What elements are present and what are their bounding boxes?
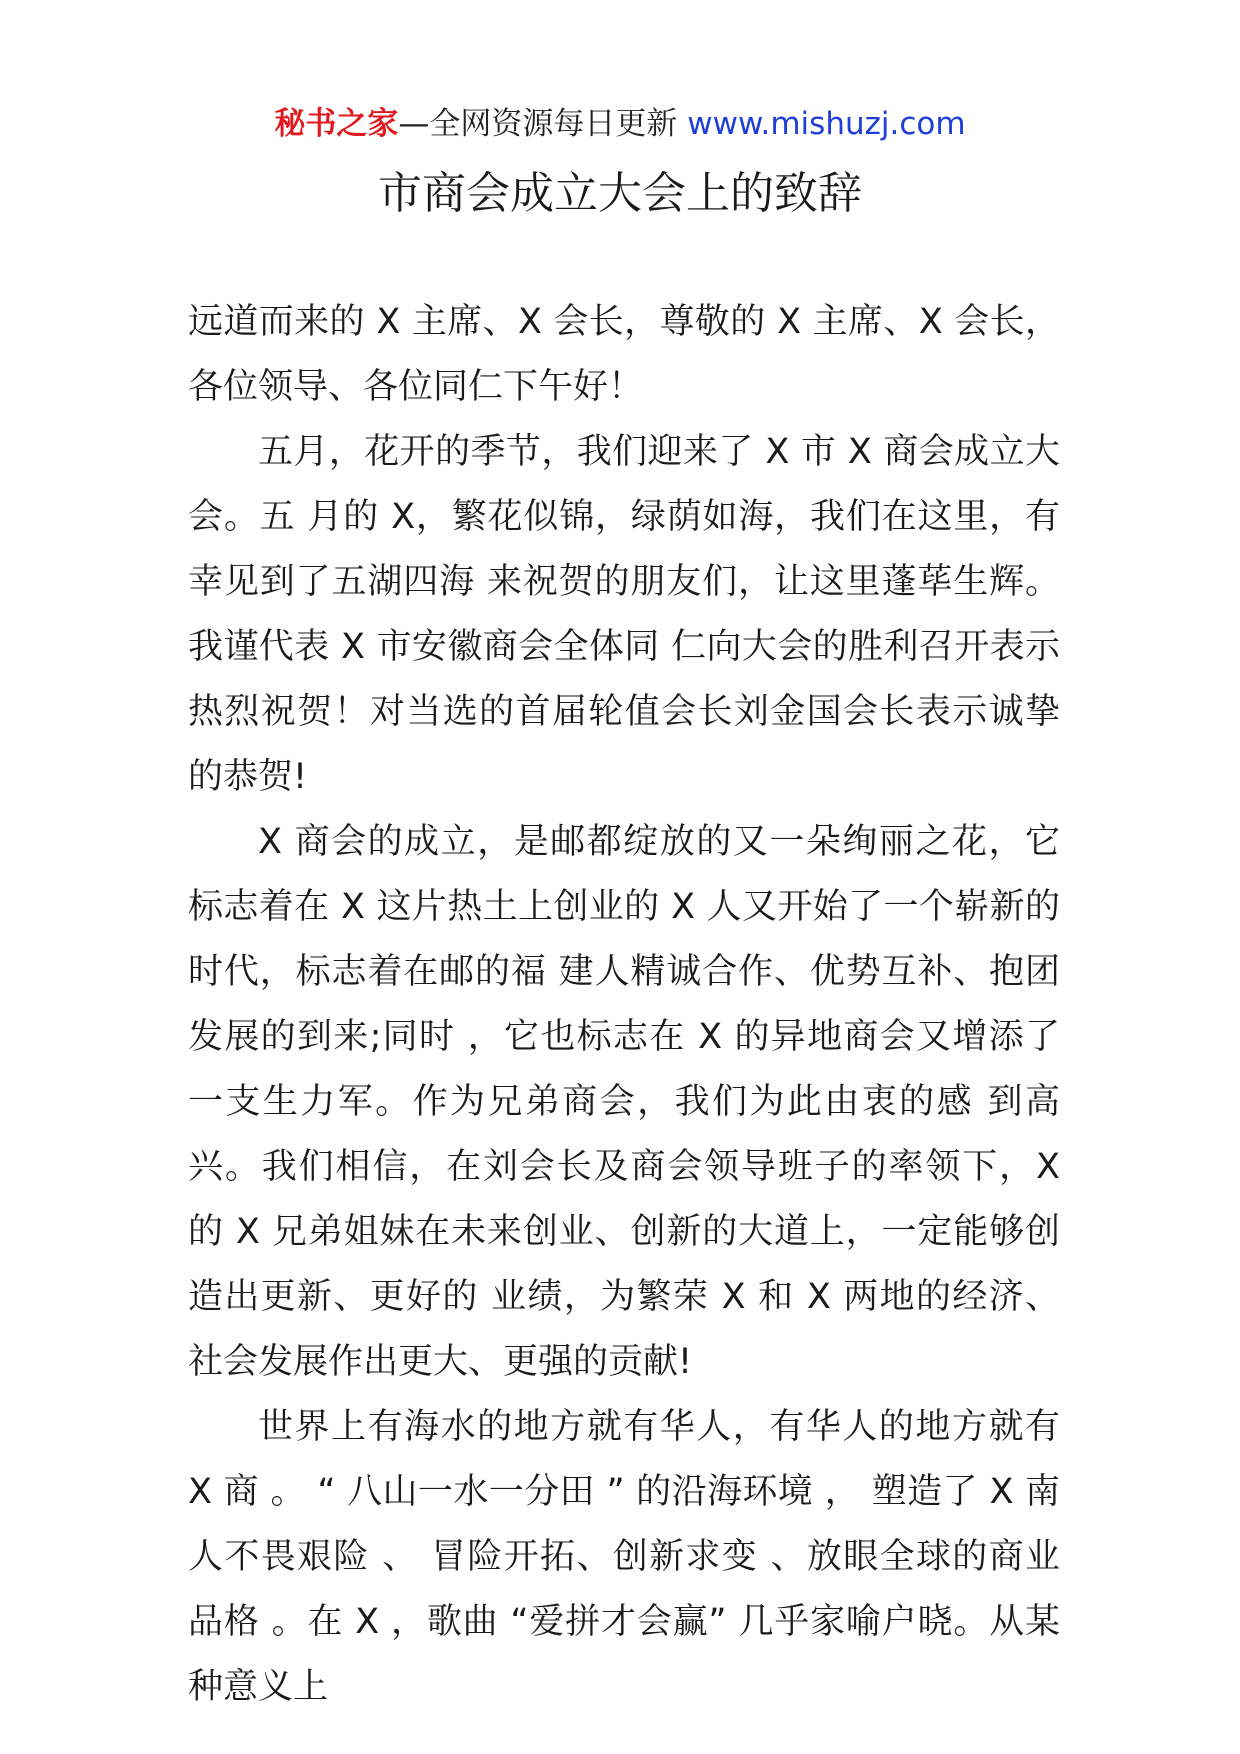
site-banner bbox=[0, 102, 1240, 146]
site-url-link[interactable]: www.mishuzj.com bbox=[687, 106, 966, 142]
site-brand: 秘书之家 bbox=[274, 106, 399, 142]
document-title: 市商会成立大会上的致辞 bbox=[378, 168, 862, 219]
paragraph-significance: X 商会的成立，是邮都绽放的又一朵绚丽之花，它标志着在 X 这片热土上创业的 X 人又开始了一个崭新的时代，标志着在邮的福 建人精诚合作、优势互补、抱团发展的到来;同时 ，它也标志在 X 的异地商会又增添了一支生力军。作为兄弟商会，我们为此由衷的感 到高兴。我们相信，在刘会长及商会领导班子的率领下，X 的 X 兄弟姐妹在未来创业、创新的大道上，一定能够创造出更新、更好的 业绩，为繁荣 X 和 X 两地的经济、社会发展作出更大、更强的贡献! bbox=[188, 822, 1060, 1382]
paragraph-greeting: 远道而来的 X 主席、X 会长，尊敬的 X 主席、X 会长，各位领导、各位同仁下午好！ bbox=[188, 302, 1060, 407]
paragraph-congratulations: 五月，花开的季节，我们迎来了 X 市 X 商会成立大会。五 月的 X，繁花似锦，绿荫如海，我们在这里，有幸见到了五湖四海 来祝贺的朋友们，让这里蓬荜生辉。我谨代表 X 市安徽商会全体同 仁向大会的胜利召开表示热烈祝贺！对当选的首届轮值会长刘金国会长表示诚挚的恭贺! bbox=[188, 432, 1060, 797]
document-body bbox=[188, 290, 1060, 1720]
paragraph-merchants: 世界上有海水的地方就有华人，有华人的地方就有 X 商 。 “ 八山一水一分田 ” 的沿海环境 ， 塑造了 X 南人不畏艰险 、 冒险开拓、创新求变 、放眼全球的商业品格 。在 X ，歌曲 “爱拼才会赢” 几乎家喻户晓。从某种意义上 bbox=[188, 1407, 1060, 1707]
site-tagline: —全网资源每日更新 bbox=[398, 106, 688, 142]
